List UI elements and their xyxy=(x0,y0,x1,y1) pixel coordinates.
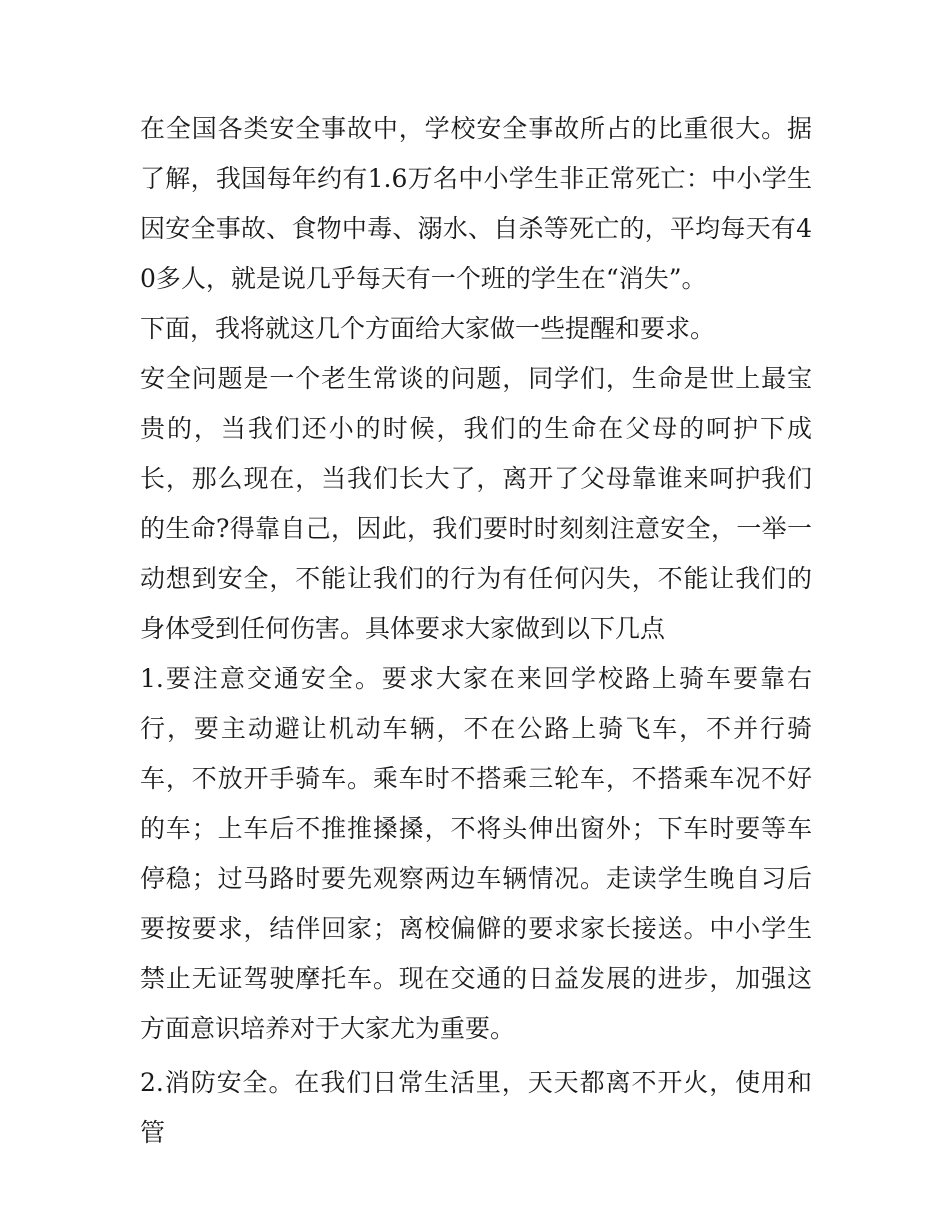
paragraph-intro: 在全国各类安全事故中，学校安全事故所占的比重很大。据了解，我国每年约有1.6万名中小学生非正常死亡：中小学生因安全事故、食物中毒、溺水、自杀等死亡的，平均每天有40多人，就是说几乎每天有一个班的学生在“消失”。 xyxy=(140,114,812,293)
paragraph-safety-life: 安全问题是一个老生常谈的问题，同学们，生命是世上最宝贵的，当我们还小的时候，我们的生命在父母的呵护下成长，那么现在，当我们长大了，离开了父母靠谁来呵护我们的生命?得靠自己，因此，我们要时时刻刻注意安全，一举一动想到安全，不能让我们的行为有任何闪失，不能让我们的身体受到任何伤害。具体要求大家做到以下几点 xyxy=(140,364,812,643)
paragraph-traffic-safety: 1.要注意交通安全。要求大家在来回学校路上骑车要靠右行，要主动避让机动车辆，不在公路上骑飞车，不并行骑车，不放开手骑车。乘车时不搭乘三轮车，不搭乘车况不好的车；上车后不推推搡搡，不将头伸出窗外；下车时要等车停稳；过马路时要先观察两边车辆情况。走读学生晚自习后要按要求，结伴回家；离校偏僻的要求家长接送。中小学生禁止无证驾驶摩托车。现在交通的日益发展的进步，加强这方面意识培养对于大家尤为重要。 xyxy=(140,664,812,1043)
document-body xyxy=(140,104,812,1158)
paragraph-reminder: 下面，我将就这几个方面给大家做一些提醒和要求。 xyxy=(140,314,716,343)
paragraph-fire-safety: 2.消防安全。在我们日常生活里，天天都离不开火，使用和管 xyxy=(140,1068,812,1147)
